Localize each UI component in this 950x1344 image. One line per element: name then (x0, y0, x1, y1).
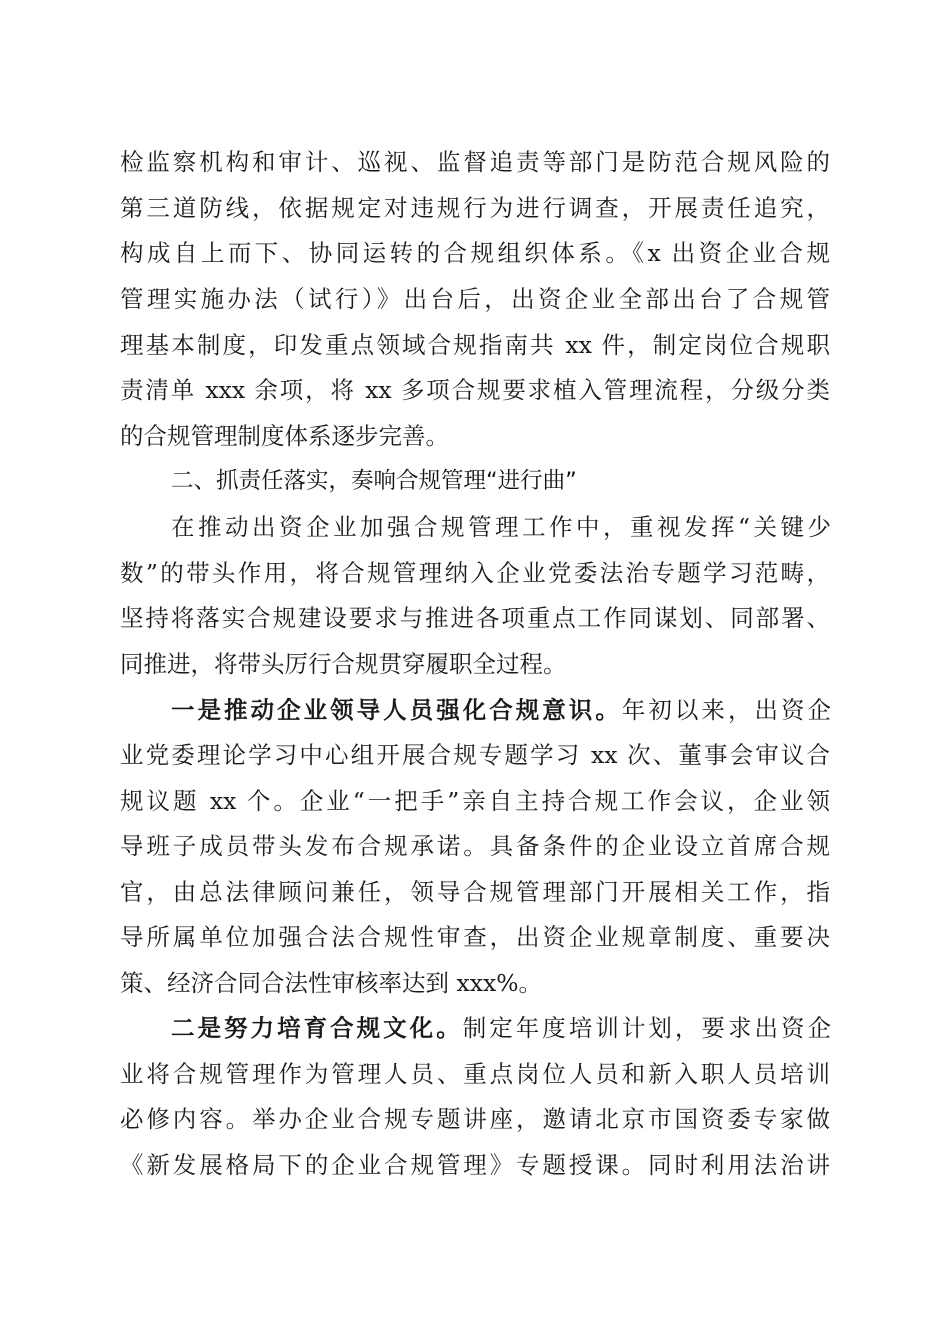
paragraph-first-line (171, 695, 831, 725)
section-heading: 二、抓责任落实，奏响合规管理“进行曲” (171, 468, 577, 494)
body-text-line: 同推进，将带头厉行合规贯穿履职全过程。 (120, 650, 567, 678)
body-text-line: 《新发展格局下的企业合规管理》专题授课。同时利用法治讲 (120, 1151, 830, 1179)
paragraph-first-line (171, 1013, 831, 1043)
body-text-line: 坚持将落实合规建设要求与推进各项重点工作同谋划、同部署、 (120, 604, 830, 632)
body-text-line: 业党委理论学习中心组开展合规专题学习 xx 次、董事会审议合 (120, 741, 830, 769)
body-text-line: 导班子成员带头发布合规承诺。具备条件的企业设立首席合规 (120, 832, 830, 860)
paragraph-lead-rest: 年初以来，出资企 (621, 696, 831, 724)
paragraph-lead-bold: 二是努力培育合规文化。 (171, 1014, 463, 1042)
paragraph-first-line: 在推动出资企业加强合规管理工作中，重视发挥“关键少 (171, 513, 831, 541)
body-text-line: 的合规管理制度体系逐步完善。 (120, 422, 449, 450)
body-text-line: 业将合规管理作为管理人员、重点岗位人员和新入职人员培训 (120, 1060, 830, 1088)
paragraph-lead-bold: 一是推动企业领导人员强化合规意识。 (171, 696, 622, 724)
body-text-line: 第三道防线，依据规定对违规行为进行调查，开展责任追究， (120, 194, 830, 222)
body-text-line: 管理实施办法（试行）》出台后，出资企业全部出台了合规管 (120, 285, 830, 313)
body-text-line: 导所属单位加强合法合规性审查，出资企业规章制度、重要决 (120, 923, 830, 951)
body-text-line: 必修内容。举办企业合规专题讲座，邀请北京市国资委专家做 (120, 1105, 830, 1133)
body-text-line: 检监察机构和审计、巡视、监督追责等部门是防范合规风险的 (120, 148, 830, 176)
body-text-line: 构成自上而下、协同运转的合规组织体系。《x 出资企业合规 (120, 239, 830, 267)
body-text-line: 规议题 xx 个。企业“一把手”亲自主持合规工作会议，企业领 (120, 787, 830, 815)
body-text-line: 理基本制度，印发重点领域合规指南共 xx 件，制定岗位合规职 (120, 331, 830, 359)
body-text-line: 策、经济合同合法性审核率达到 xxx%。 (120, 969, 543, 997)
body-text-line: 责清单 xxx 余项，将 xx 多项合规要求植入管理流程，分级分类 (120, 376, 830, 404)
body-text-line: 官，由总法律顾问兼任，领导合规管理部门开展相关工作，指 (120, 878, 830, 906)
body-text-line: 数”的带头作用，将合规管理纳入企业党委法治专题学习范畴， (120, 559, 830, 587)
paragraph-lead-rest: 制定年度培训计划，要求出资企 (462, 1014, 831, 1042)
